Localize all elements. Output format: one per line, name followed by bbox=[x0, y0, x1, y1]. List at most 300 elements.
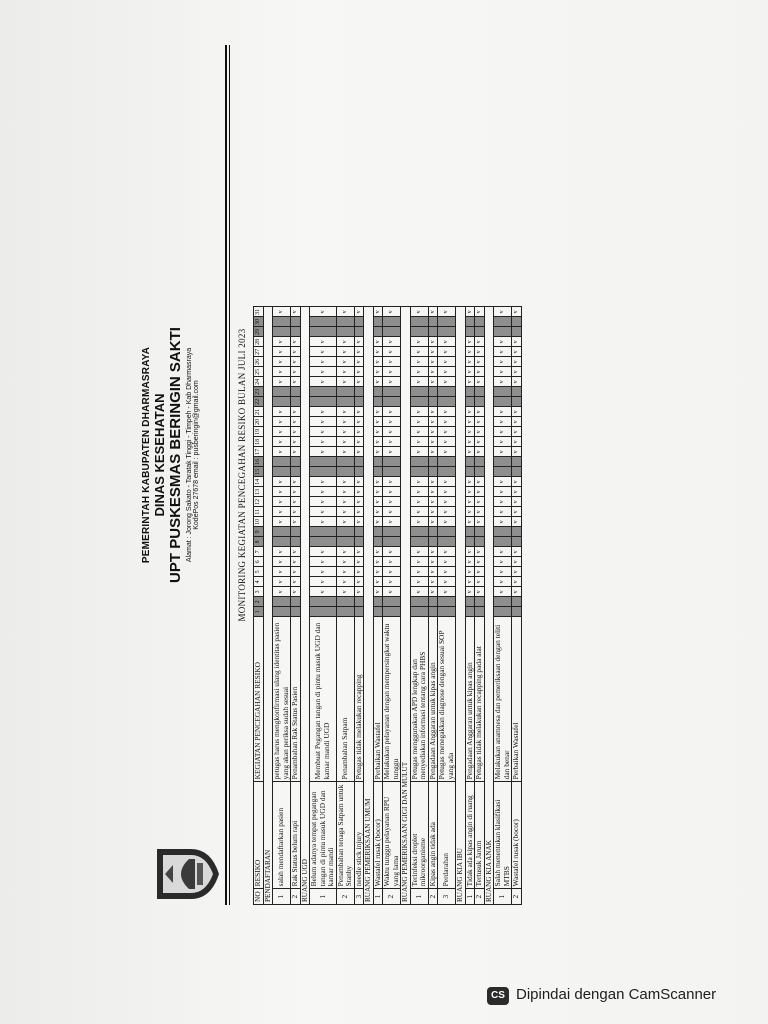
check-cell: v bbox=[438, 577, 456, 587]
check-cell bbox=[336, 317, 354, 327]
check-cell: v bbox=[494, 567, 512, 577]
check-cell bbox=[410, 327, 428, 337]
check-cell: v bbox=[475, 517, 485, 527]
cell-kegiatan: Penambahan Satpam bbox=[336, 617, 354, 782]
check-cell bbox=[410, 527, 428, 537]
table-row bbox=[410, 307, 428, 905]
day-header: 28 bbox=[255, 338, 261, 345]
page-title: MONITORING KEGIATAN PENCEGAHAN RESIKO BULAN JULI 2023 bbox=[237, 328, 247, 622]
check-cell: v bbox=[273, 587, 291, 597]
check-cell: v bbox=[428, 497, 438, 507]
check-cell: v bbox=[354, 557, 364, 567]
check-cell bbox=[310, 387, 337, 397]
day-header: 1 bbox=[254, 607, 264, 617]
check-cell bbox=[512, 607, 522, 617]
check-cell: v bbox=[438, 587, 456, 597]
check-cell bbox=[383, 527, 401, 537]
check-cell: v bbox=[354, 427, 364, 437]
check-cell: v bbox=[354, 347, 364, 357]
check-cell: v bbox=[465, 567, 475, 577]
table-row bbox=[354, 307, 364, 905]
check-cell: v bbox=[475, 507, 485, 517]
check-cell: v bbox=[494, 547, 512, 557]
check-cell bbox=[310, 317, 337, 327]
check-cell bbox=[438, 597, 456, 607]
check-cell: v bbox=[310, 447, 337, 457]
check-cell: v bbox=[354, 507, 364, 517]
check-cell bbox=[373, 317, 383, 327]
check-cell: v bbox=[410, 307, 428, 317]
check-cell bbox=[336, 527, 354, 537]
check-cell: v bbox=[428, 487, 438, 497]
check-cell bbox=[354, 527, 364, 537]
check-cell bbox=[512, 327, 522, 337]
check-cell bbox=[512, 387, 522, 397]
check-cell: v bbox=[354, 497, 364, 507]
check-cell: v bbox=[438, 427, 456, 437]
check-cell: v bbox=[465, 517, 475, 527]
day-header: 3 bbox=[254, 587, 264, 597]
check-cell bbox=[336, 467, 354, 477]
check-cell: v bbox=[273, 557, 291, 567]
section-title: RUANG KIA ANAK bbox=[484, 307, 494, 905]
check-cell: v bbox=[336, 447, 354, 457]
check-cell: v bbox=[475, 547, 485, 557]
check-cell: v bbox=[373, 347, 383, 357]
cell-kegiatan: Penambahan Rak Status Pasien bbox=[291, 617, 301, 782]
check-cell: v bbox=[475, 447, 485, 457]
check-cell: v bbox=[383, 377, 401, 387]
check-cell: v bbox=[336, 547, 354, 557]
check-cell: v bbox=[383, 567, 401, 577]
cell-no: 2 bbox=[383, 889, 401, 905]
check-cell: v bbox=[310, 547, 337, 557]
check-cell bbox=[475, 607, 485, 617]
check-cell: v bbox=[465, 337, 475, 347]
check-cell: v bbox=[410, 497, 428, 507]
check-cell: v bbox=[512, 507, 522, 517]
check-cell bbox=[336, 327, 354, 337]
check-cell: v bbox=[465, 477, 475, 487]
check-cell: v bbox=[373, 497, 383, 507]
check-cell: v bbox=[383, 347, 401, 357]
day-header: 22 bbox=[255, 398, 261, 405]
check-cell: v bbox=[475, 407, 485, 417]
check-cell: v bbox=[383, 337, 401, 347]
check-cell: v bbox=[410, 377, 428, 387]
check-cell: v bbox=[373, 487, 383, 497]
check-cell: v bbox=[373, 517, 383, 527]
section-title: RUANG KIA IBU bbox=[456, 307, 466, 905]
table-row bbox=[494, 307, 512, 905]
check-cell bbox=[428, 457, 438, 467]
check-cell bbox=[438, 397, 456, 407]
check-cell bbox=[494, 397, 512, 407]
check-cell bbox=[310, 607, 337, 617]
check-cell: v bbox=[373, 477, 383, 487]
check-cell: v bbox=[310, 557, 337, 567]
check-cell: v bbox=[383, 577, 401, 587]
section-row bbox=[401, 307, 411, 905]
check-cell bbox=[428, 317, 438, 327]
check-cell bbox=[336, 397, 354, 407]
check-cell bbox=[291, 327, 301, 337]
check-cell bbox=[475, 597, 485, 607]
day-header: 12 bbox=[255, 498, 261, 505]
check-cell: v bbox=[475, 377, 485, 387]
col-header-resiko: RESIKO bbox=[254, 782, 264, 889]
table-row bbox=[465, 307, 475, 905]
check-cell bbox=[336, 457, 354, 467]
table-row bbox=[310, 307, 337, 905]
check-cell: v bbox=[373, 357, 383, 367]
table-row bbox=[273, 307, 291, 905]
check-cell: v bbox=[465, 557, 475, 567]
check-cell: v bbox=[310, 367, 337, 377]
check-cell bbox=[475, 317, 485, 327]
cell-resiko: Kipas angin tidak ada bbox=[428, 782, 438, 889]
check-cell bbox=[373, 597, 383, 607]
check-cell: v bbox=[494, 577, 512, 587]
check-cell bbox=[310, 597, 337, 607]
check-cell: v bbox=[336, 337, 354, 347]
check-cell bbox=[465, 607, 475, 617]
check-cell: v bbox=[383, 587, 401, 597]
check-cell bbox=[494, 467, 512, 477]
col-header-no: NO bbox=[254, 889, 264, 905]
check-cell: v bbox=[354, 407, 364, 417]
check-cell: v bbox=[373, 307, 383, 317]
check-cell: v bbox=[428, 577, 438, 587]
check-cell bbox=[310, 457, 337, 467]
check-cell: v bbox=[336, 347, 354, 357]
check-cell bbox=[291, 457, 301, 467]
check-cell bbox=[512, 317, 522, 327]
check-cell: v bbox=[410, 357, 428, 367]
check-cell: v bbox=[512, 367, 522, 377]
check-cell: v bbox=[310, 377, 337, 387]
check-cell: v bbox=[475, 477, 485, 487]
check-cell: v bbox=[354, 307, 364, 317]
check-cell: v bbox=[336, 487, 354, 497]
cell-kegiatan: Melakukan anamnesa dan pemeriksaan dengan teliti dan benar bbox=[494, 617, 512, 782]
check-cell bbox=[354, 397, 364, 407]
dharmasraya-logo-icon bbox=[151, 845, 221, 903]
check-cell: v bbox=[291, 587, 301, 597]
check-cell bbox=[354, 467, 364, 477]
check-cell: v bbox=[354, 377, 364, 387]
check-cell bbox=[273, 527, 291, 537]
check-cell bbox=[438, 527, 456, 537]
check-cell: v bbox=[438, 407, 456, 417]
day-header: 23 bbox=[255, 388, 261, 395]
check-cell bbox=[273, 457, 291, 467]
check-cell: v bbox=[336, 477, 354, 487]
cell-kegiatan: petugas harus mengkonfirmasi ulang identitas pasien yang akan periksa sudah sesuai bbox=[273, 617, 291, 782]
check-cell: v bbox=[438, 307, 456, 317]
check-cell: v bbox=[410, 567, 428, 577]
day-header: 8 bbox=[254, 537, 264, 547]
col-header-kegiatan: KEGIATAN PENCEGAHAN RESIKO bbox=[254, 617, 264, 782]
cell-resiko: Penambahan tenaga Satpam untuk Stanby bbox=[336, 782, 354, 889]
check-cell bbox=[438, 317, 456, 327]
check-cell: v bbox=[336, 497, 354, 507]
check-cell: v bbox=[428, 417, 438, 427]
check-cell: v bbox=[465, 417, 475, 427]
check-cell: v bbox=[475, 497, 485, 507]
check-cell bbox=[428, 527, 438, 537]
check-cell bbox=[438, 387, 456, 397]
check-cell: v bbox=[273, 437, 291, 447]
check-cell bbox=[273, 597, 291, 607]
check-cell: v bbox=[475, 557, 485, 567]
check-cell bbox=[383, 537, 401, 547]
check-cell: v bbox=[310, 477, 337, 487]
check-cell bbox=[354, 387, 364, 397]
check-cell: v bbox=[438, 437, 456, 447]
check-cell: v bbox=[273, 477, 291, 487]
day-header: 4 bbox=[254, 577, 264, 587]
check-cell: v bbox=[354, 337, 364, 347]
check-cell: v bbox=[438, 337, 456, 347]
check-cell: v bbox=[273, 407, 291, 417]
check-cell: v bbox=[465, 407, 475, 417]
check-cell: v bbox=[410, 337, 428, 347]
check-cell: v bbox=[291, 307, 301, 317]
check-cell: v bbox=[494, 347, 512, 357]
check-cell: v bbox=[273, 447, 291, 457]
check-cell bbox=[438, 537, 456, 547]
check-cell bbox=[512, 457, 522, 467]
check-cell bbox=[383, 597, 401, 607]
gov-name: PEMERINTAH KABUPATEN DHARMASRAYA bbox=[141, 346, 152, 564]
cell-no: 2 bbox=[512, 889, 522, 905]
check-cell: v bbox=[428, 407, 438, 417]
check-cell: v bbox=[310, 337, 337, 347]
check-cell: v bbox=[373, 567, 383, 577]
check-cell: v bbox=[291, 407, 301, 417]
check-cell bbox=[428, 537, 438, 547]
check-cell: v bbox=[438, 447, 456, 457]
check-cell: v bbox=[428, 347, 438, 357]
check-cell bbox=[438, 607, 456, 617]
check-cell bbox=[494, 317, 512, 327]
section-title: RUANG PEMERIKSAAN UMUM bbox=[364, 307, 374, 905]
table-row bbox=[383, 307, 401, 905]
check-cell bbox=[465, 397, 475, 407]
check-cell: v bbox=[336, 427, 354, 437]
check-cell: v bbox=[494, 357, 512, 367]
check-cell bbox=[273, 327, 291, 337]
check-cell: v bbox=[373, 367, 383, 377]
cell-kegiatan: Petugas menegakkan diagnose dengan sesuai SOP yang ada bbox=[438, 617, 456, 782]
check-cell: v bbox=[465, 307, 475, 317]
check-cell bbox=[465, 527, 475, 537]
check-cell bbox=[373, 607, 383, 617]
check-cell: v bbox=[336, 377, 354, 387]
check-cell bbox=[494, 597, 512, 607]
check-cell: v bbox=[438, 347, 456, 357]
section-row bbox=[364, 307, 374, 905]
check-cell: v bbox=[494, 377, 512, 387]
table-row bbox=[336, 307, 354, 905]
check-cell bbox=[383, 387, 401, 397]
check-cell: v bbox=[465, 497, 475, 507]
check-cell: v bbox=[438, 497, 456, 507]
check-cell: v bbox=[438, 507, 456, 517]
check-cell bbox=[494, 457, 512, 467]
check-cell bbox=[428, 327, 438, 337]
check-cell: v bbox=[383, 487, 401, 497]
check-cell bbox=[291, 317, 301, 327]
day-header: 29 bbox=[255, 328, 261, 335]
day-header: 19 bbox=[255, 428, 261, 435]
check-cell bbox=[494, 527, 512, 537]
cell-kegiatan: Perbaikan Wastafel bbox=[373, 617, 383, 782]
cell-kegiatan: Melakukan pelayanan dengan mempersingkat waktu tunggu bbox=[383, 617, 401, 782]
check-cell: v bbox=[354, 417, 364, 427]
check-cell: v bbox=[428, 567, 438, 577]
check-cell: v bbox=[336, 437, 354, 447]
check-cell: v bbox=[383, 517, 401, 527]
cell-no: 2 bbox=[336, 889, 354, 905]
check-cell: v bbox=[494, 497, 512, 507]
cell-resiko: Tertusuk Jarum bbox=[475, 782, 485, 889]
day-header: 14 bbox=[255, 478, 261, 485]
check-cell: v bbox=[410, 577, 428, 587]
cell-resiko: needle stick injury bbox=[354, 782, 364, 889]
check-cell: v bbox=[373, 557, 383, 567]
check-cell: v bbox=[475, 437, 485, 447]
check-cell bbox=[310, 397, 337, 407]
check-cell bbox=[410, 537, 428, 547]
check-cell: v bbox=[410, 587, 428, 597]
check-cell bbox=[512, 537, 522, 547]
cell-no: 1 bbox=[465, 889, 475, 905]
check-cell bbox=[310, 527, 337, 537]
check-cell bbox=[310, 467, 337, 477]
check-cell: v bbox=[428, 427, 438, 437]
check-cell: v bbox=[512, 477, 522, 487]
check-cell bbox=[465, 327, 475, 337]
check-cell: v bbox=[383, 357, 401, 367]
check-cell: v bbox=[428, 477, 438, 487]
check-cell bbox=[273, 387, 291, 397]
check-cell: v bbox=[465, 427, 475, 437]
check-cell: v bbox=[512, 567, 522, 577]
check-cell: v bbox=[475, 577, 485, 587]
section-row bbox=[456, 307, 466, 905]
check-cell: v bbox=[383, 407, 401, 417]
check-cell: v bbox=[494, 367, 512, 377]
check-cell: v bbox=[310, 567, 337, 577]
check-cell bbox=[291, 387, 301, 397]
check-cell bbox=[410, 387, 428, 397]
check-cell: v bbox=[273, 487, 291, 497]
check-cell: v bbox=[512, 417, 522, 427]
check-cell: v bbox=[383, 477, 401, 487]
cell-no: 1 bbox=[494, 889, 512, 905]
check-cell bbox=[383, 607, 401, 617]
check-cell: v bbox=[428, 507, 438, 517]
table-row bbox=[428, 307, 438, 905]
table-row bbox=[475, 307, 485, 905]
check-cell: v bbox=[383, 547, 401, 557]
day-header: 7 bbox=[254, 547, 264, 557]
check-cell bbox=[410, 397, 428, 407]
check-cell: v bbox=[383, 307, 401, 317]
day-header: 25 bbox=[255, 368, 261, 375]
check-cell: v bbox=[291, 477, 301, 487]
monitoring-table bbox=[253, 306, 522, 905]
check-cell: v bbox=[273, 507, 291, 517]
check-cell: v bbox=[310, 307, 337, 317]
check-cell: v bbox=[354, 447, 364, 457]
check-cell: v bbox=[465, 367, 475, 377]
check-cell bbox=[354, 537, 364, 547]
check-cell bbox=[273, 397, 291, 407]
check-cell: v bbox=[354, 517, 364, 527]
check-cell: v bbox=[465, 357, 475, 367]
check-cell: v bbox=[428, 337, 438, 347]
check-cell bbox=[410, 607, 428, 617]
check-cell: v bbox=[383, 507, 401, 517]
check-cell: v bbox=[373, 437, 383, 447]
check-cell bbox=[273, 607, 291, 617]
check-cell: v bbox=[310, 347, 337, 357]
check-cell: v bbox=[512, 357, 522, 367]
check-cell bbox=[383, 317, 401, 327]
check-cell bbox=[475, 537, 485, 547]
department-name: DINAS KESEHATAN bbox=[152, 393, 167, 517]
check-cell: v bbox=[310, 507, 337, 517]
check-cell: v bbox=[410, 407, 428, 417]
check-cell: v bbox=[291, 447, 301, 457]
check-cell bbox=[438, 467, 456, 477]
check-cell bbox=[494, 537, 512, 547]
check-cell bbox=[291, 397, 301, 407]
check-cell bbox=[428, 397, 438, 407]
check-cell bbox=[428, 607, 438, 617]
cell-resiko: Rak Status belum rapi bbox=[291, 782, 301, 889]
check-cell bbox=[465, 457, 475, 467]
check-cell: v bbox=[291, 437, 301, 447]
check-cell: v bbox=[336, 587, 354, 597]
check-cell: v bbox=[410, 447, 428, 457]
cell-resiko: Belum adanya tempat pegangan tangan di pintu masuk UGD dan kamar mandi bbox=[310, 782, 337, 889]
check-cell: v bbox=[410, 417, 428, 427]
check-cell: v bbox=[310, 427, 337, 437]
check-cell bbox=[383, 467, 401, 477]
check-cell: v bbox=[336, 417, 354, 427]
check-cell: v bbox=[291, 367, 301, 377]
check-cell bbox=[336, 597, 354, 607]
check-cell bbox=[475, 387, 485, 397]
check-cell: v bbox=[465, 507, 475, 517]
check-cell: v bbox=[336, 407, 354, 417]
check-cell: v bbox=[354, 547, 364, 557]
check-cell: v bbox=[494, 337, 512, 347]
day-header: 15 bbox=[255, 468, 261, 475]
check-cell: v bbox=[465, 577, 475, 587]
check-cell: v bbox=[383, 447, 401, 457]
check-cell: v bbox=[291, 507, 301, 517]
check-cell bbox=[494, 387, 512, 397]
check-cell: v bbox=[354, 357, 364, 367]
check-cell: v bbox=[428, 357, 438, 367]
check-cell: v bbox=[512, 577, 522, 587]
cell-resiko: Terinfeksi droplet mikroorganisme bbox=[410, 782, 428, 889]
